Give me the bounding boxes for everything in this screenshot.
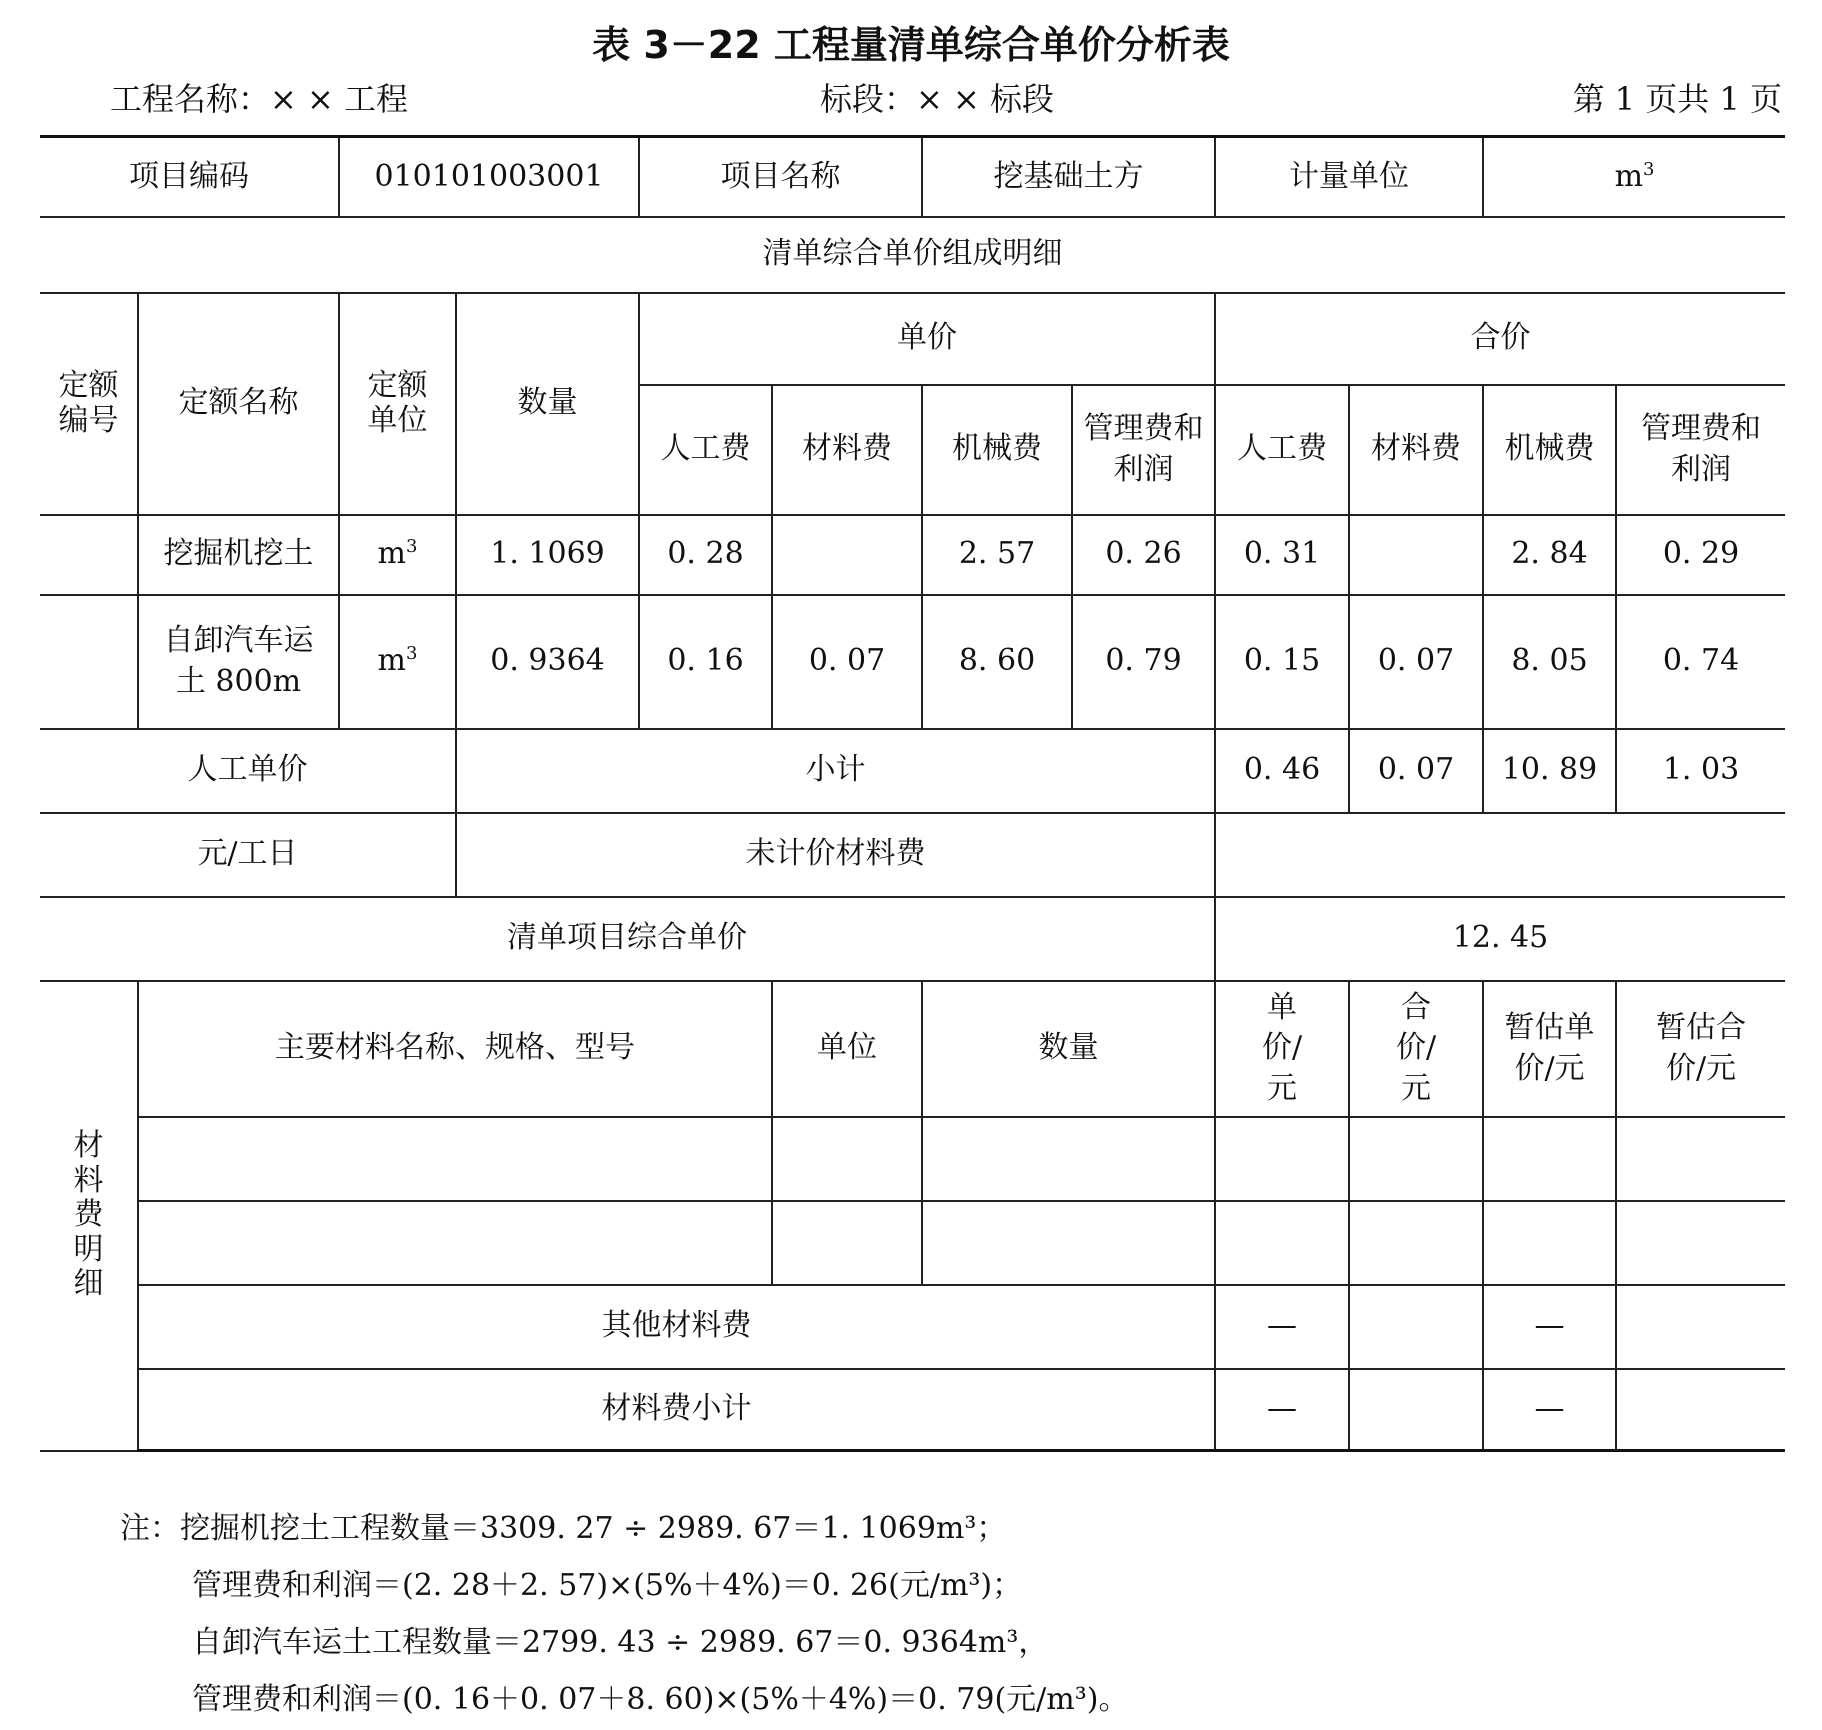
material-subtotal-dash: — <box>1215 1369 1349 1451</box>
row-t-machine: 8. 05 <box>1483 595 1616 729</box>
row-t-material <box>1349 515 1483 595</box>
code-value: 010101003001 <box>339 137 639 217</box>
row-t-material: 0. 07 <box>1349 595 1483 729</box>
composite-value: 12. 45 <box>1215 897 1785 981</box>
other-material-dash: — <box>1215 1285 1349 1369</box>
page-number: 第 1 页共 1 页 <box>1572 80 1782 118</box>
col-total-price: 合价 <box>1215 293 1785 385</box>
col-quota-unit: 定额单位 <box>339 293 456 515</box>
subtotal-material: 0. 07 <box>1349 729 1483 813</box>
note-line: 注：挖掘机挖土工程数量＝3309. 27 ÷ 2989. 67＝1. 1069m³； <box>120 1511 1007 1546</box>
labor-price-unit: 元/工日 <box>40 813 456 897</box>
code-label: 项目编码 <box>40 137 339 217</box>
row-u-machine: 2. 57 <box>922 515 1072 595</box>
unit-label: 计量单位 <box>1215 137 1483 217</box>
row-u-material <box>772 515 922 595</box>
material-side-label: 材料费明细 <box>40 981 138 1451</box>
row-u-material: 0. 07 <box>772 595 922 729</box>
material-subtotal-est-dash: — <box>1483 1369 1616 1451</box>
col-u-labor: 人工费 <box>639 385 772 515</box>
subtotal-machine: 10. 89 <box>1483 729 1616 813</box>
unpriced-material-label: 未计价材料费 <box>456 813 1215 897</box>
col-t-labor: 人工费 <box>1215 385 1349 515</box>
material-row <box>40 1117 1785 1201</box>
subtotal-mgmt: 1. 03 <box>1616 729 1785 813</box>
detail-title: 清单综合单价组成明细 <box>40 217 1785 293</box>
table-row <box>40 595 1785 729</box>
row-quota-name: 自卸汽车运土 800m <box>138 595 339 729</box>
name-value: 挖基础土方 <box>922 137 1215 217</box>
col-quota-no: 定额编号 <box>40 293 138 515</box>
row-quota-no <box>40 515 138 595</box>
mat-qty-header: 数量 <box>922 981 1215 1117</box>
row-quota-name: 挖掘机挖土 <box>138 515 339 595</box>
row-t-labor: 0. 31 <box>1215 515 1349 595</box>
row-u-mgmt: 0. 79 <box>1072 595 1215 729</box>
col-t-mgmt: 管理费和利润 <box>1616 385 1785 515</box>
row-qty: 1. 1069 <box>456 515 639 595</box>
material-row <box>40 1201 1785 1285</box>
row-unit: $m^3$ <box>339 595 456 729</box>
note-line: 管理费和利润＝(2. 28＋2. 57)×(5%＋4%)＝0. 26(元/m³)； <box>192 1568 1023 1603</box>
name-label: 项目名称 <box>639 137 922 217</box>
col-u-machine: 机械费 <box>922 385 1072 515</box>
col-quota-name: 定额名称 <box>138 293 339 515</box>
mat-unit-price-header: 单价/元 <box>1215 981 1349 1117</box>
composite-label: 清单项目综合单价 <box>40 897 1215 981</box>
row-t-machine: 2. 84 <box>1483 515 1616 595</box>
mat-total-header: 合价/元 <box>1349 981 1483 1117</box>
note-line: 管理费和利润＝(0. 16＋0. 07＋8. 60)×(5%＋4%)＝0. 79(元/m³)。 <box>192 1682 1129 1717</box>
col-t-material: 材料费 <box>1349 385 1483 515</box>
row-u-labor: 0. 16 <box>639 595 772 729</box>
other-material-est-dash: — <box>1483 1285 1616 1369</box>
row-t-mgmt: 0. 74 <box>1616 595 1785 729</box>
mat-est-total-header: 暂估合价/元 <box>1616 981 1785 1117</box>
mat-name-header: 主要材料名称、规格、型号 <box>138 981 772 1117</box>
col-quantity: 数量 <box>456 293 639 515</box>
note-line: 自卸汽车运土工程数量＝2799. 43 ÷ 2989. 67＝0. 9364m³， <box>192 1625 1049 1660</box>
row-u-machine: 8. 60 <box>922 595 1072 729</box>
row-u-labor: 0. 28 <box>639 515 772 595</box>
col-u-material: 材料费 <box>772 385 922 515</box>
table-row <box>40 515 1785 595</box>
material-subtotal-label: 材料费小计 <box>138 1369 1215 1451</box>
other-material-label: 其他材料费 <box>138 1285 1215 1369</box>
unit-value: $m^3$ <box>1483 137 1785 217</box>
mat-unit-header: 单位 <box>772 981 922 1117</box>
col-t-machine: 机械费 <box>1483 385 1616 515</box>
col-u-mgmt: 管理费和利润 <box>1072 385 1215 515</box>
row-t-labor: 0. 15 <box>1215 595 1349 729</box>
table-title: 表 3－22 工程量清单综合单价分析表 <box>592 23 1230 67</box>
section-name: 标段：× × 标段 <box>820 80 1054 118</box>
mat-est-unit-header: 暂估单价/元 <box>1483 981 1616 1117</box>
subtotal-labor: 0. 46 <box>1215 729 1349 813</box>
row-u-mgmt: 0. 26 <box>1072 515 1215 595</box>
row-unit: $m^3$ <box>339 515 456 595</box>
unpriced-material-value <box>1215 813 1785 897</box>
subtotal-label: 小计 <box>456 729 1215 813</box>
labor-price-label: 人工单价 <box>40 729 456 813</box>
analysis-table <box>40 135 1785 1452</box>
col-unit-price: 单价 <box>639 293 1215 385</box>
footnotes <box>120 1500 1128 1728</box>
row-quota-no <box>40 595 138 729</box>
row-t-mgmt: 0. 29 <box>1616 515 1785 595</box>
project-name: 工程名称：× × 工程 <box>110 80 408 118</box>
row-qty: 0. 9364 <box>456 595 639 729</box>
